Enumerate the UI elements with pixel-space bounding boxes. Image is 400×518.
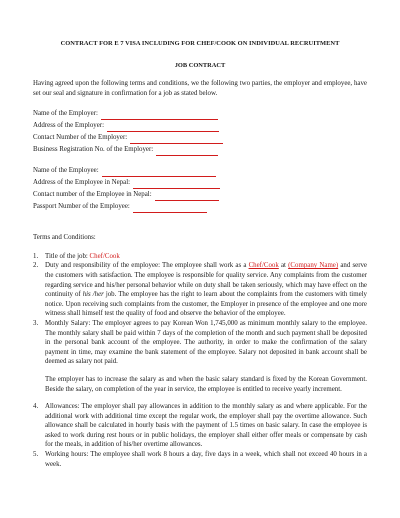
employer-address-field (33, 120, 367, 132)
term-text: Monthly Salary: The employer agrees to pay Korean Won 1,745,000 as minimum monthly salary to the employee. The monthly salary shall be paid within 7 days of the completion of the month and such payment shall be deposited in the personal bank account of the employee. The authority, in order to make the confirmation of the salary payment in time, may examine the bank statement of the employee. Salary not deposited in bank account shall be deemed as salary not paid. (45, 319, 367, 366)
term-item (33, 450, 367, 469)
company-name-placeholder: (Company Name) (288, 262, 339, 270)
fill-in-blank[interactable] (107, 125, 219, 132)
fill-in-blank[interactable] (102, 170, 216, 177)
intro-paragraph: Having agreed upon the following terms and conditions, we the following two parties, the employer and employee, have set our seal and signature in confirmation for a job as stated below. (33, 80, 367, 97)
field-label: Address of the Employee in Nepal: (33, 179, 131, 187)
term-number: 2. (33, 262, 39, 270)
contract-subtitle: JOB CONTRACT (174, 62, 226, 69)
fill-in-blank[interactable] (130, 137, 223, 144)
fill-in-blank[interactable] (101, 113, 218, 120)
contract-title: CONTRACT FOR E 7 VISA INCLUDING FOR CHEF/COOK ON INDIVIDUAL RECRUITMENT (60, 40, 340, 47)
employer-fields (33, 108, 367, 156)
fill-in-blank[interactable] (156, 149, 218, 156)
term-item (33, 402, 367, 450)
term-text: Allowances: The employer shall pay allowances in addition to the monthly salary as and where applicable. For the additional work with additional time except the regular work, the employer shall pay the overtime allowance. Such allowance shall be calculated in hourly basis with the payment of 1.5 times on basic salary. In case the employee is asked to work during rest hours or in public holidays, the employer shall either offer meals or compensate by cash for the meals, in addition of his/her overtime allowances. (45, 403, 367, 449)
fill-in-blank[interactable] (133, 206, 207, 213)
terms-heading: Terms and Conditions: (33, 234, 96, 242)
employer-contact-field (33, 132, 367, 144)
term-label: Title of the job: (45, 252, 90, 260)
term-text (45, 261, 367, 319)
term-text (45, 252, 367, 262)
term-item (33, 252, 367, 262)
term-text-part: at (278, 262, 289, 270)
employee-passport-field (33, 201, 367, 213)
employer-name-field (33, 108, 367, 120)
terms-list (33, 252, 367, 367)
term-text-part: Duty and responsibility of the employee: The employee shall work as a (45, 262, 249, 270)
terms-list-continued (33, 402, 367, 469)
term-item (33, 261, 367, 319)
fill-in-blank[interactable] (133, 182, 220, 189)
salary-note-paragraph: The employer has to increase the salary as and when the basic salary standard is fixed by the Korean Government. Beside the salary, on completion of the year in service, the employee is entitled to receive yearly increment. (45, 375, 367, 393)
term-number: 4. (33, 403, 39, 411)
field-label: Business Registration No. of the Employer: (33, 146, 154, 154)
field-label: Passport Number of the Employee: (33, 203, 130, 211)
term-text-italic: his /her (82, 291, 104, 299)
term-item (33, 319, 367, 367)
field-label: Contact number of the Employee in Nepal: (33, 191, 152, 199)
term-number: 5. (33, 451, 39, 459)
employer-registration-field (33, 144, 367, 156)
term-number: 1. (33, 252, 39, 260)
field-label: Contact Number of the Employer: (33, 134, 128, 142)
field-label: Address of the Employer: (33, 122, 104, 130)
employee-contact-field (33, 189, 367, 201)
term-text-part: job. The employee has the right to learn about the complaints from the customers with timely notice. Upon receiving such complaints from the customer, the Employer in presence of the employee and one more witness shall himself test the quality of food and observe the behavior of the employee. (45, 291, 367, 318)
employee-fields (33, 165, 367, 213)
field-label: Name of the Employer: (33, 110, 98, 118)
chef-cook-placeholder: Chef/Cook (248, 262, 279, 270)
fill-in-blank[interactable] (155, 194, 219, 201)
field-label: Name of the Employee: (33, 167, 99, 175)
term-number: 3. (33, 319, 39, 327)
term-text: Working hours: The employee shall work 8 hours a day, five days in a week, which shall not exceed 40 hours in a week. (45, 451, 367, 468)
employee-address-field (33, 177, 367, 189)
job-title-value: Chef/Cook (89, 252, 120, 260)
term-text-part: and serve the customers with satisfaction. The employee is responsible for quality service. Any complaints from the customer regarding service and his/her personal behavior while on duty shall be taken seriously, which may have effect on the continuity of (45, 262, 367, 299)
employee-name-field (33, 165, 367, 177)
